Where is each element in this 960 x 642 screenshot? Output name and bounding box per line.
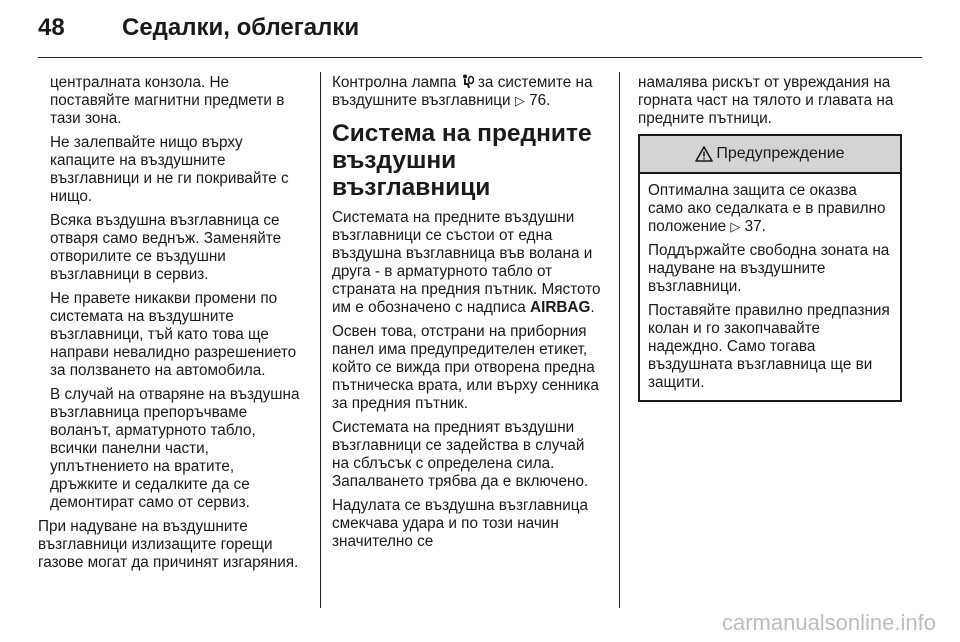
text-span: Оптимална защита се оказва само ако седалката е в правилно положение [648,182,886,235]
paragraph: централната конзола. Не поставяйте магнитни предмети в тази зона. [50,74,285,127]
column-3 [638,74,902,402]
paragraph: Поддържайте свободна зоната на надуване на въздушните възглавници. [648,242,890,295]
text-span: . [590,299,595,316]
paragraph: При надуване на въздушните възглавници излизащите горещи газове могат да причинят изгаряния. [38,518,299,571]
paragraph: намалява рискът от увреждания на горната част на тялото и главата на предните пътници. [638,74,894,127]
reference-arrow-icon: ▷ [514,93,525,108]
reference-arrow-icon: ▷ [730,219,741,234]
warning-header [640,136,900,174]
paragraph: В случай на отваряне на въздушна възглавница препоръчваме воланът, арматурното табло, всички панелни части, уплътнението на вратите, дръжките и седалките да се демонтират само от сервиз. [50,386,300,511]
column-divider-1 [320,72,321,608]
airbag-label: AIRBAG [530,299,591,316]
page-reference-link[interactable]: 76. [529,92,551,109]
text-span: Системата на предните въздушни възглавници се състои от една въздушна възглавница във волана и друга - в арматурното табло от страната на предния пътник. Мястото им е обозначено с надписа [332,209,601,316]
paragraph: Системата на предният въздушни възглавници се задейства в случай на сблъсък с определена сила. Запалването трябва да е включено. [332,419,589,490]
page-header [38,14,359,54]
paragraph: Не правете никакви промени по системата на въздушните възглавници, тъй като това ще направи невалидно разрешението за ползването на автомобила. [50,290,297,379]
paragraph [332,74,604,110]
warning-box [638,134,902,402]
section-heading: Система на предните въздушни възглавници [332,120,592,201]
watermark: carmanualsonline.info [721,610,936,635]
warning-title: Предупреждение [716,145,845,162]
warning-triangle-icon [695,146,713,162]
paragraph: Поставяйте правилно предпазния колан и го закопчавайте надеждно. Само тогава въздушната възглавница ще ви защити. [648,302,890,391]
column-divider-2 [619,72,620,608]
warning-body [640,174,900,400]
airbag-warning-icon [461,74,474,89]
header-rule [38,57,922,58]
column-1 [38,74,306,578]
paragraph: Освен това, отстрани на приборния панел има предупредителен етикет, който се вижда при отворена предна пътническа врата, или върху сенника за предния пътник. [332,323,599,412]
text-span: за системите на въздушните възглавници [332,74,593,109]
column-2 [332,74,604,557]
paragraph [332,209,604,317]
page-number: 48 [38,14,65,41]
paragraph: Надулата се въздушна възглавница смекчава удара и по този начин значително се [332,497,589,550]
paragraph [648,182,892,236]
paragraph: Не залепвайте нищо върху капаците на въздушните възглавници и не ги покривайте с нищо. [50,134,289,205]
chapter-title: Седалки, облегалки [122,14,360,41]
text-span: Контролна лампа [332,74,461,91]
paragraph: Всяка въздушна възглавница се отваря само веднъж. Заменяйте отворилите се въздушни възглавници в сервиз. [50,212,282,283]
page-reference-link[interactable]: 37. [744,218,766,235]
